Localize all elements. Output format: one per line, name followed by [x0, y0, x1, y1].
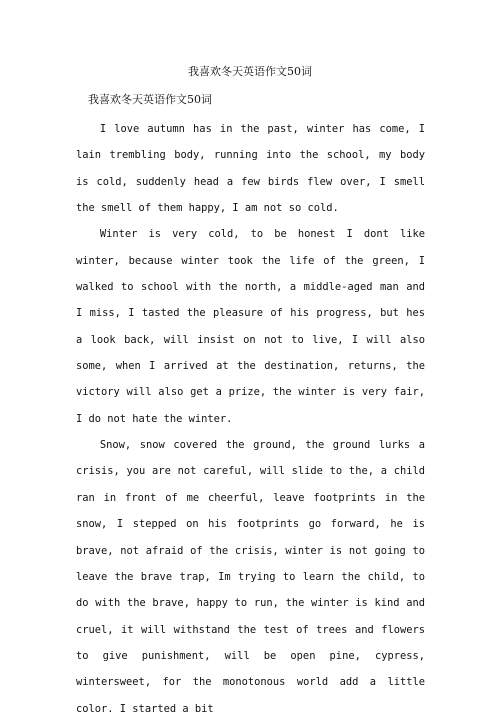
page-title: 我喜欢冬天英语作文50词 [188, 65, 312, 78]
paragraph-3: Snow, snow covered the ground, the ground lurks a crisis, you are not careful, will slide to the, a child ran in front of me cheerful, leave footprints in the snow, I stepped on his footprints go forward, he is brave, not afraid of the crisis, winter is not going to leave the brave trap, Im trying to learn the child, to do with the brave, happy to run, the winter is kind and cruel, it will withstand the test of trees and flowers to give punishment, will be open pine, cypress, wintersweet, for the monotonous world add a little color. I started a bit [76, 439, 425, 715]
document-subtitle: 我喜欢冬天英语作文50词 [88, 93, 212, 106]
essay-body [76, 116, 425, 722]
paragraph-1: I love autumn has in the past, winter has come, I lain trembling body, running into the school, my body is cold, suddenly head a few birds flew over, I smell the smell of them happy, I am not so cold. [76, 123, 425, 215]
paragraph-2: Winter is very cold, to be honest I dont like winter, because winter took the life of the green, I walked to school with the north, a middle-aged man and I miss, I tasted the pleasure of his progress, but hes a look back, will insist on not to live, I will also some, when I arrived at the destination, returns, the victory will also get a prize, the winter is very fair, I do not hate the winter. [76, 228, 425, 425]
